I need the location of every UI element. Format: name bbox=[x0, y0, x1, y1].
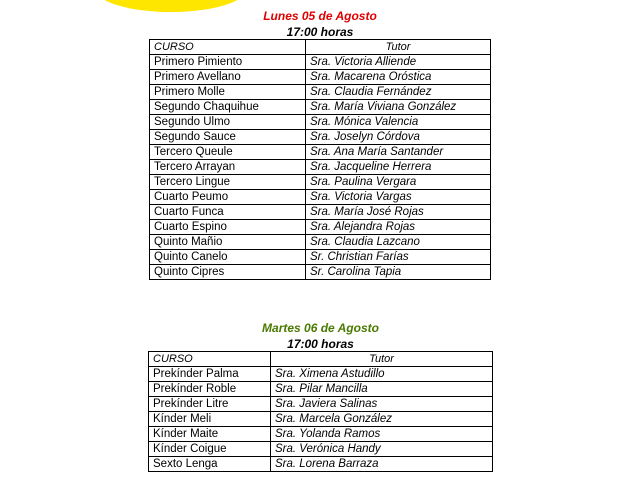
curso-header: CURSO bbox=[149, 352, 271, 367]
table-row bbox=[150, 220, 491, 235]
day-title: Lunes 05 de Agosto bbox=[263, 9, 377, 23]
tutor-cell: Sra. Javiera Salinas bbox=[271, 397, 493, 412]
table-body bbox=[149, 352, 493, 472]
tutor-header: Tutor bbox=[271, 352, 493, 367]
day-hour: 17:00 horas bbox=[287, 337, 354, 351]
table-row bbox=[150, 55, 491, 70]
table-header-row bbox=[150, 40, 491, 55]
table-row bbox=[150, 235, 491, 250]
curso-cell: Segundo Sauce bbox=[150, 130, 306, 145]
table-row bbox=[149, 457, 493, 472]
table-row bbox=[150, 100, 491, 115]
tutor-cell: Sra. María José Rojas bbox=[306, 205, 491, 220]
curso-cell: Primero Avellano bbox=[150, 70, 306, 85]
table-row bbox=[150, 190, 491, 205]
tutor-cell: Sr. Carolina Tapia bbox=[306, 265, 491, 280]
table-row bbox=[150, 250, 491, 265]
table-row bbox=[150, 265, 491, 280]
curso-cell: Prekínder Palma bbox=[149, 367, 271, 382]
tutor-cell: Sra. Lorena Barraza bbox=[271, 457, 493, 472]
curso-cell: Tercero Lingue bbox=[150, 175, 306, 190]
curso-cell: Primero Molle bbox=[150, 85, 306, 100]
table-row bbox=[150, 145, 491, 160]
curso-cell: Prekínder Litre bbox=[149, 397, 271, 412]
tutor-cell: Sra. Macarena Oróstica bbox=[306, 70, 491, 85]
schedule-table bbox=[149, 39, 491, 280]
day-title: Martes 06 de Agosto bbox=[262, 321, 379, 335]
curso-cell: Quinto Mañio bbox=[150, 235, 306, 250]
curso-cell: Kínder Meli bbox=[149, 412, 271, 427]
tutor-cell: Sra. Pilar Mancilla bbox=[271, 382, 493, 397]
curso-cell: Tercero Arrayan bbox=[150, 160, 306, 175]
curso-cell: Segundo Chaquihue bbox=[150, 100, 306, 115]
table-header-row bbox=[149, 352, 493, 367]
table-row bbox=[149, 442, 493, 457]
curso-cell: Sexto Lenga bbox=[149, 457, 271, 472]
table-row bbox=[150, 205, 491, 220]
curso-cell: Segundo Ulmo bbox=[150, 115, 306, 130]
table-row bbox=[149, 367, 493, 382]
table-row bbox=[150, 85, 491, 100]
table-row bbox=[150, 130, 491, 145]
curso-cell: Primero Pimiento bbox=[150, 55, 306, 70]
table-row bbox=[150, 70, 491, 85]
curso-cell: Kínder Coigue bbox=[149, 442, 271, 457]
tutor-cell: Sra. Claudia Fernández bbox=[306, 85, 491, 100]
tutor-cell: Sra. Victoria Vargas bbox=[306, 190, 491, 205]
table-body bbox=[150, 40, 491, 280]
curso-cell: Cuarto Peumo bbox=[150, 190, 306, 205]
day-hour: 17:00 horas bbox=[286, 25, 354, 39]
table-row bbox=[149, 382, 493, 397]
curso-header: CURSO bbox=[150, 40, 306, 55]
curso-cell: Quinto Cipres bbox=[150, 265, 306, 280]
curso-cell: Tercero Queule bbox=[150, 145, 306, 160]
tutor-cell: Sra. Ximena Astudillo bbox=[271, 367, 493, 382]
table-row bbox=[150, 115, 491, 130]
curso-cell: Kínder Maite bbox=[149, 427, 271, 442]
tutor-cell: Sra. Ana María Santander bbox=[306, 145, 491, 160]
tutor-cell: Sra. Verónica Handy bbox=[271, 442, 493, 457]
tutor-cell: Sra. Alejandra Rojas bbox=[306, 220, 491, 235]
tutor-cell: Sra. Claudia Lazcano bbox=[306, 235, 491, 250]
curso-cell: Quinto Canelo bbox=[150, 250, 306, 265]
table-row bbox=[149, 412, 493, 427]
tutor-cell: Sra. María Viviana González bbox=[306, 100, 491, 115]
table-row bbox=[149, 427, 493, 442]
table-row bbox=[149, 397, 493, 412]
tutor-cell: Sra. Marcela González bbox=[271, 412, 493, 427]
tutor-cell: Sra. Victoria Alliende bbox=[306, 55, 491, 70]
tutor-cell: Sra. Mónica Valencia bbox=[306, 115, 491, 130]
table-row bbox=[150, 175, 491, 190]
curso-cell: Cuarto Funca bbox=[150, 205, 306, 220]
tutor-cell: Sra. Joselyn Córdova bbox=[306, 130, 491, 145]
curso-cell: Prekínder Roble bbox=[149, 382, 271, 397]
tutor-header: Tutor bbox=[306, 40, 491, 55]
tutor-cell: Sra. Yolanda Ramos bbox=[271, 427, 493, 442]
schedule-table bbox=[148, 351, 493, 472]
table-row bbox=[150, 160, 491, 175]
curso-cell: Cuarto Espino bbox=[150, 220, 306, 235]
tutor-cell: Sra. Paulina Vergara bbox=[306, 175, 491, 190]
tutor-cell: Sr. Christian Farías bbox=[306, 250, 491, 265]
tutor-cell: Sra. Jacqueline Herrera bbox=[306, 160, 491, 175]
